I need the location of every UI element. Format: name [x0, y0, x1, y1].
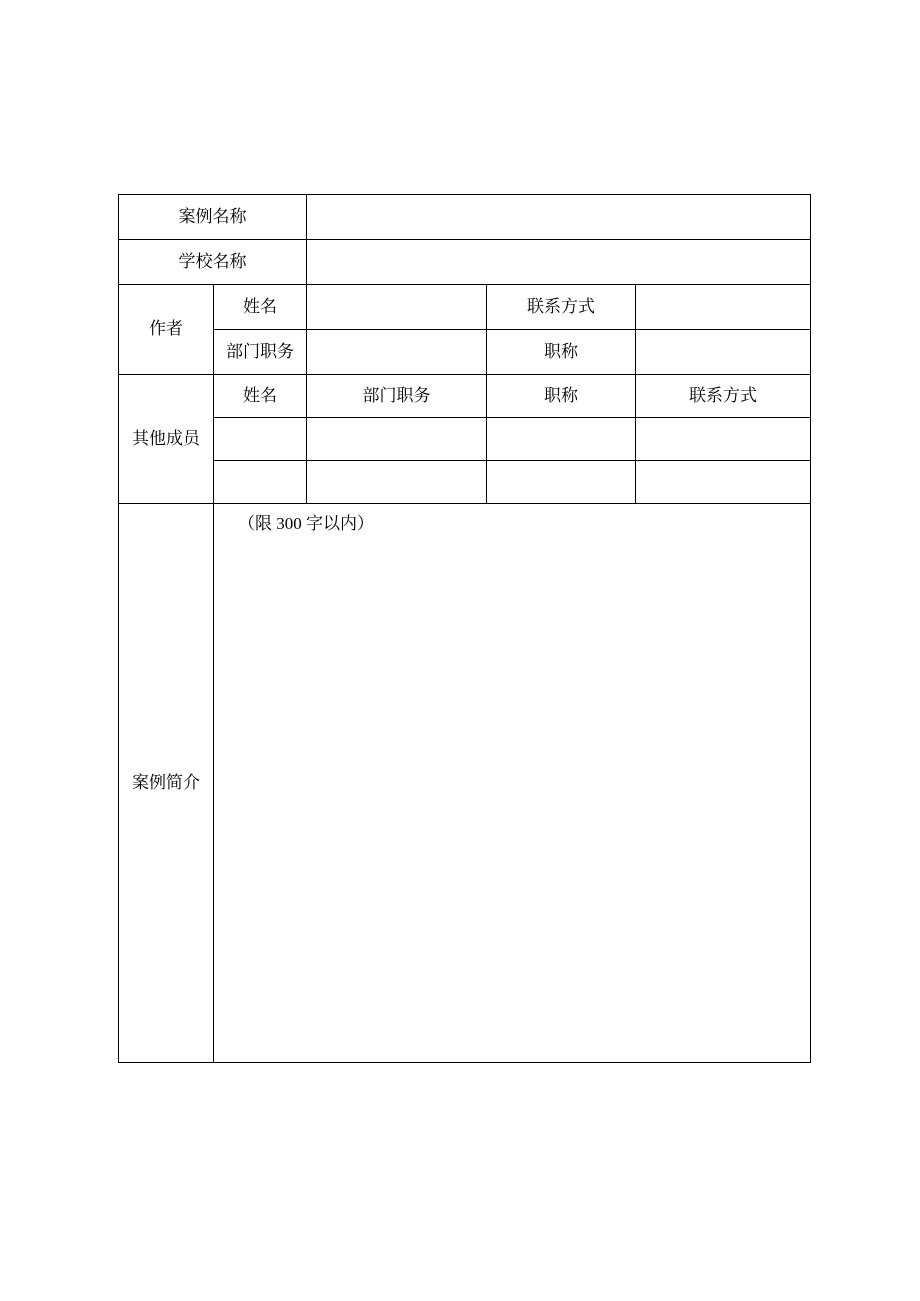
author-name-field[interactable] [307, 285, 487, 330]
row-members-header [119, 375, 811, 418]
members-dept-header: 部门职务 [307, 375, 487, 418]
author-title-label: 职称 [487, 330, 636, 375]
school-name-label: 学校名称 [119, 240, 307, 285]
row-case-intro [119, 504, 811, 1063]
member-2-contact-field[interactable] [636, 461, 811, 504]
case-intro-hint: （限 300 字以内） [238, 514, 374, 533]
member-row-2 [119, 461, 811, 504]
member-row-1 [119, 418, 811, 461]
author-contact-field[interactable] [636, 285, 811, 330]
case-intro-field[interactable] [214, 504, 811, 1063]
author-dept-field[interactable] [307, 330, 487, 375]
member-2-title-field[interactable] [487, 461, 636, 504]
member-1-title-field[interactable] [487, 418, 636, 461]
member-1-name-field[interactable] [214, 418, 307, 461]
author-dept-label: 部门职务 [214, 330, 307, 375]
member-2-dept-field[interactable] [307, 461, 487, 504]
author-label: 作者 [119, 285, 214, 375]
members-title-header: 职称 [487, 375, 636, 418]
members-name-header: 姓名 [214, 375, 307, 418]
member-1-contact-field[interactable] [636, 418, 811, 461]
case-application-form [118, 194, 811, 1063]
author-contact-label: 联系方式 [487, 285, 636, 330]
case-intro-label: 案例简介 [119, 504, 214, 1063]
members-contact-header: 联系方式 [636, 375, 811, 418]
case-name-field[interactable] [307, 195, 811, 240]
case-name-label: 案例名称 [119, 195, 307, 240]
other-members-label: 其他成员 [119, 375, 214, 504]
row-author-dept [119, 330, 811, 375]
member-2-name-field[interactable] [214, 461, 307, 504]
member-1-dept-field[interactable] [307, 418, 487, 461]
row-case-name [119, 195, 811, 240]
school-name-field[interactable] [307, 240, 811, 285]
row-author-name [119, 285, 811, 330]
author-name-label: 姓名 [214, 285, 307, 330]
row-school-name [119, 240, 811, 285]
author-title-field[interactable] [636, 330, 811, 375]
